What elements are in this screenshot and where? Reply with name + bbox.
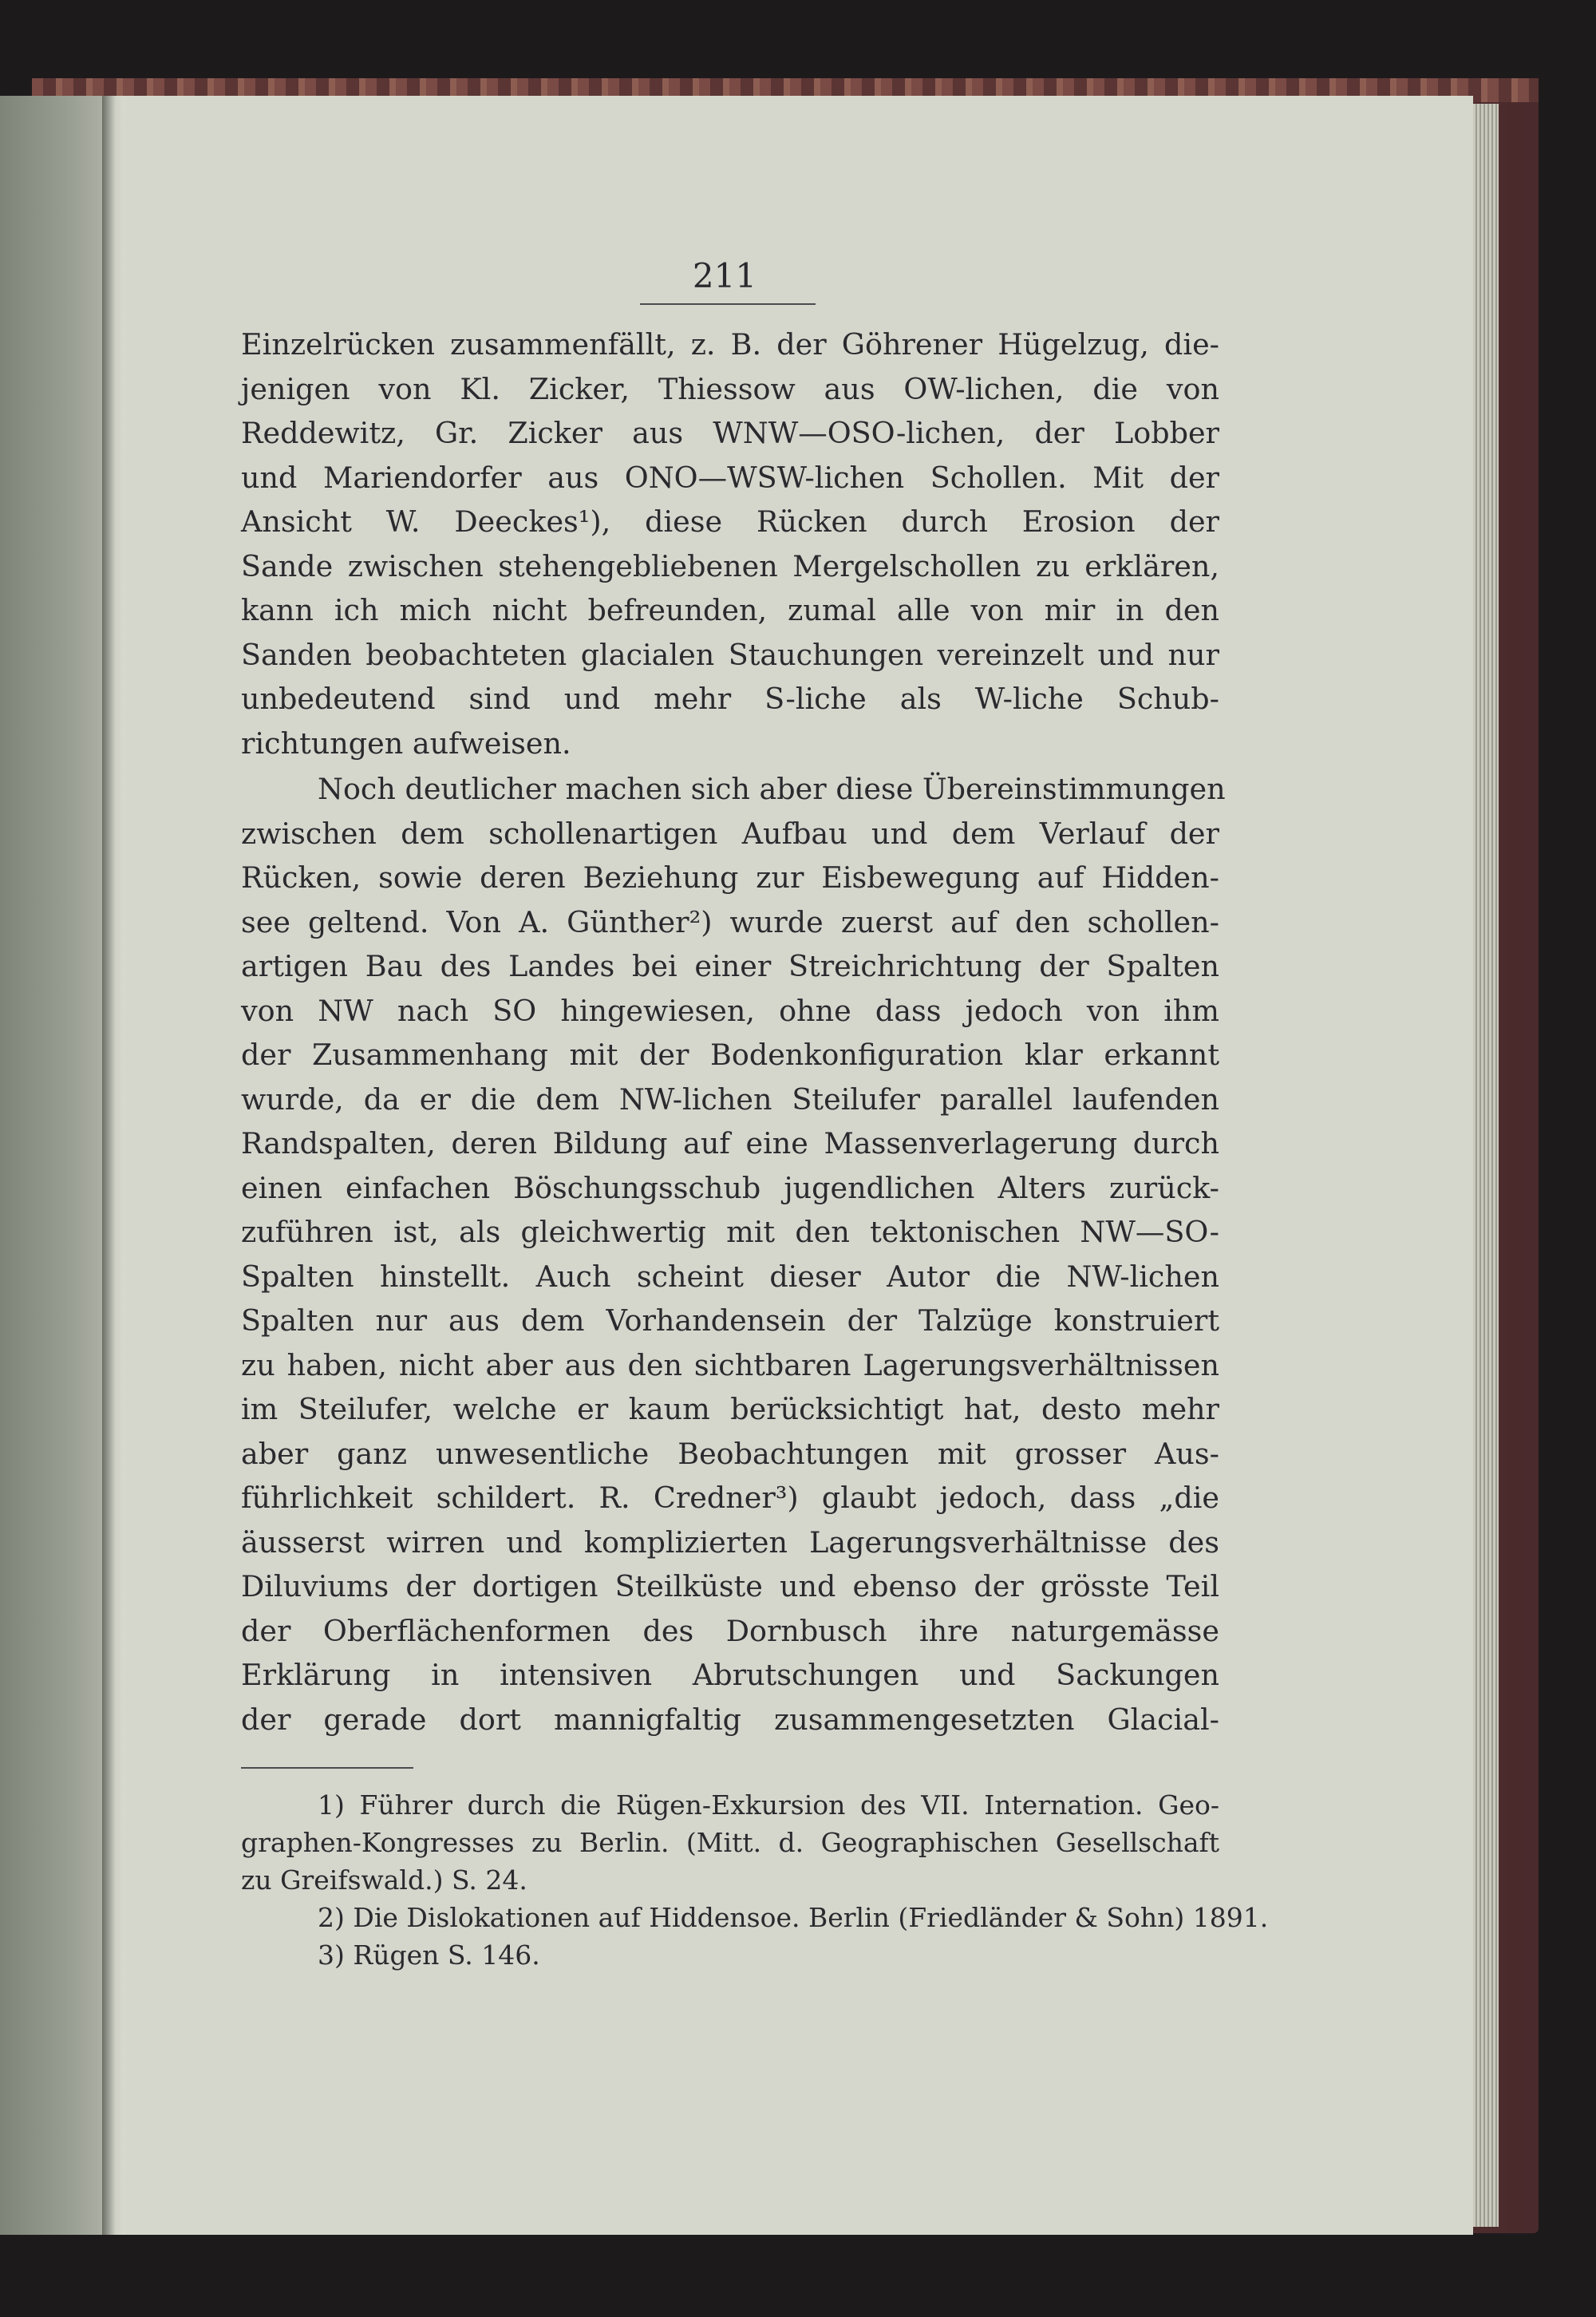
- text-line: unbedeutend sind und mehr S-liche als W-liche Schub-: [241, 682, 1219, 716]
- footnote-rule: [241, 1767, 413, 1769]
- text-line: der Zusammenhang mit der Bodenkonfiguration klar erkannt: [241, 1038, 1219, 1072]
- paragraph-2: [241, 767, 1226, 1742]
- footnote-3: [241, 1936, 1219, 1974]
- footnote-line: 1) Führer durch die Rügen-Exkursion des VII. Internation. Geo-: [318, 1789, 1219, 1821]
- text-line: Rücken, sowie deren Beziehung zur Eisbewegung auf Hidden-: [241, 860, 1219, 895]
- text-line: richtungen aufweisen.: [241, 726, 571, 761]
- text-line: jenigen von Kl. Zicker, Thiessow aus OW-lichen, die von: [241, 371, 1219, 406]
- text-line: der Oberflächenformen des Dornbusch ihre naturgemässe: [241, 1613, 1219, 1648]
- text-line: von NW nach SO hingewiesen, ohne dass jedoch von ihm: [241, 993, 1219, 1028]
- page-text-block: [241, 254, 1269, 1974]
- text-line: zuführen ist, als gleichwertig mit den tektonischen NW—SO-: [241, 1215, 1219, 1249]
- text-line: Einzelrücken zusammenfällt, z. B. der Göhrener Hügelzug, die-: [241, 327, 1219, 362]
- footnote-1: [241, 1786, 1219, 1899]
- book-gutter: [102, 96, 124, 2235]
- text-line: Diluviums der dortigen Steilküste und ebenso der grösste Teil: [241, 1569, 1219, 1603]
- text-line: Sande zwischen stehengebliebenen Mergelschollen zu erklären,: [241, 548, 1219, 583]
- text-line: einen einfachen Böschungsschub jugendlichen Alters zurück-: [241, 1170, 1219, 1205]
- text-line: führlichkeit schildert. R. Credner³) glaubt jedoch, dass „die: [241, 1481, 1219, 1515]
- text-line: und Mariendorfer aus ONO—WSW-lichen Schollen. Mit der: [241, 460, 1219, 495]
- text-line: äusserst wirren und komplizierten Lagerungsverhältnisse des: [241, 1524, 1219, 1560]
- page-number: 211: [692, 256, 757, 295]
- footnote-line: graphen-Kongresses zu Berlin. (Mitt. d. Geographischen Gesellschaft: [241, 1827, 1219, 1858]
- text-line: Randspalten, deren Bildung auf eine Massenverlagerung durch: [241, 1126, 1219, 1160]
- footnote-line: 3) Rügen S. 146.: [318, 1939, 540, 1971]
- footnotes: [241, 1786, 1269, 1974]
- footnote-2: [241, 1899, 1269, 1936]
- text-line: Reddewitz, Gr. Zicker aus WNW—OSO-lichen, der Lobber: [241, 416, 1219, 450]
- text-line: see geltend. Von A. Günther²) wurde zuerst auf den schollen-: [241, 904, 1219, 939]
- body-text: [241, 322, 1226, 1742]
- page-stack-edge: [1473, 104, 1499, 2227]
- text-line: im Steilufer, welche er kaum berücksichtigt hat, desto mehr: [241, 1392, 1219, 1426]
- text-line: artigen Bau des Landes bei einer Streichrichtung der Spalten: [241, 949, 1219, 983]
- paragraph-1: [241, 322, 1219, 765]
- text-line: Ansicht W. Deeckes¹), diese Rücken durch Erosion der: [241, 504, 1219, 539]
- text-line: aber ganz unwesentliche Beobachtungen mit grosser Aus-: [241, 1436, 1219, 1471]
- text-line: zu haben, nicht aber aus den sichtbaren Lagerungsverhältnissen: [241, 1347, 1219, 1382]
- header-rule: [640, 303, 816, 305]
- text-line: Noch deutlicher machen sich aber diese Übereinstimmungen: [318, 772, 1226, 806]
- text-line: Spalten hinstellt. Auch scheint dieser Autor die NW-lichen: [241, 1259, 1219, 1294]
- text-line: Sanden beobachteten glacialen Stauchungen vereinzelt und nur: [241, 637, 1219, 672]
- text-line: der gerade dort mannigfaltig zusammengesetzten Glacial-: [241, 1702, 1219, 1737]
- text-line: Erklärung in intensiven Abrutschungen und Sackungen: [241, 1658, 1219, 1692]
- footnote-line: 2) Die Dislokationen auf Hiddensoe. Berlin (Friedländer & Sohn) 1891.: [318, 1902, 1269, 1933]
- text-line: Spalten nur aus dem Vorhandensein der Talzüge konstruiert: [241, 1303, 1219, 1338]
- text-line: kann ich mich nicht befreunden, zumal alle von mir in den: [241, 593, 1219, 627]
- text-line: wurde, da er die dem NW-lichen Steilufer parallel laufenden: [241, 1081, 1219, 1117]
- text-line: zwischen dem schollenartigen Aufbau und dem Verlauf der: [241, 816, 1219, 851]
- footnote-line: zu Greifswald.) S. 24.: [241, 1864, 527, 1896]
- left-page-edge: [0, 96, 118, 2235]
